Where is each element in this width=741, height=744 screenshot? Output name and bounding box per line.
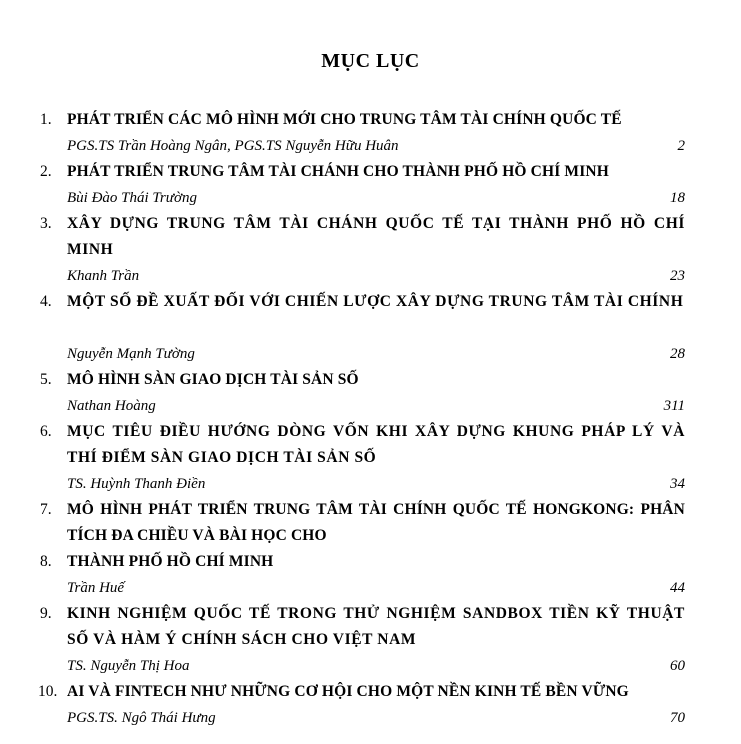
entry-title: MỤC TIÊU ĐIỀU HƯỚNG DÒNG VỐN KHI XÂY DỰNG KHUNG PHÁP LÝ VÀ THÍ ĐIỂM SÀN GIAO DỊCH TÀI SẢN SỐ bbox=[67, 423, 685, 466]
entry-meta bbox=[67, 653, 685, 679]
entry-meta bbox=[67, 575, 685, 601]
entry-author: Bùi Đào Thái Trường bbox=[67, 190, 197, 206]
entry-title: MÔ HÌNH SÀN GIAO DỊCH TÀI SẢN SỐ bbox=[67, 371, 359, 388]
entry-number: 10. bbox=[38, 683, 58, 700]
entry-title: MỘT SỐ ĐỀ XUẤT ĐỐI VỚI CHIẾN LƯỢC XÂY DỰNG TRUNG TÂM TÀI CHÍNH bbox=[67, 293, 684, 310]
entry-title: PHÁT TRIỂN CÁC MÔ HÌNH MỚI CHO TRUNG TÂM TÀI CHÍNH QUỐC TẾ bbox=[67, 111, 622, 128]
entry-meta bbox=[67, 341, 685, 367]
entry-page-number: 34 bbox=[670, 476, 685, 492]
entry-title: KINH NGHIỆM QUỐC TẾ TRONG THỬ NGHIỆM SANDBOX TIỀN KỸ THUẬT SỐ VÀ HÀM Ý CHÍNH SÁCH CHO VIỆT NAM bbox=[67, 605, 685, 648]
entry-meta bbox=[67, 393, 685, 419]
entry-page-number: 2 bbox=[677, 138, 685, 154]
entry-number: 9. bbox=[40, 605, 52, 622]
entry-author: PGS.TS Trần Hoàng Ngân, PGS.TS Nguyễn Hữu Huân bbox=[67, 138, 399, 154]
entry-title: AI VÀ FINTECH NHƯ NHỮNG CƠ HỘI CHO MỘT NỀN KINH TẾ BỀN VỮNG bbox=[67, 683, 629, 700]
entry-title: PHÁT TRIỂN TRUNG TÂM TÀI CHÁNH CHO THÀNH PHỐ HỒ CHÍ MINH bbox=[67, 163, 609, 180]
entry-meta bbox=[67, 705, 685, 731]
entry-page-number: 60 bbox=[670, 658, 685, 674]
page-title: MỤC LỤC bbox=[321, 50, 420, 72]
entry-number: 1. bbox=[40, 111, 52, 128]
entry-author: TS. Nguyễn Thị Hoa bbox=[67, 658, 190, 674]
entry-author: Nathan Hoàng bbox=[67, 398, 156, 414]
entry-author: PGS.TS. Ngô Thái Hưng bbox=[67, 710, 216, 726]
entry-meta bbox=[67, 133, 685, 159]
entry-page-number: 311 bbox=[663, 398, 685, 414]
entry-author: Khanh Trần bbox=[67, 268, 140, 284]
entry-number: 3. bbox=[40, 215, 52, 232]
entry-page-number: 23 bbox=[670, 268, 685, 284]
entry-author: Trần Huế bbox=[67, 580, 125, 596]
entry-number: 4. bbox=[40, 293, 52, 310]
entry-number: 6. bbox=[40, 423, 52, 440]
entry-number: 5. bbox=[40, 371, 52, 388]
entry-page-number: 44 bbox=[670, 580, 685, 596]
entry-title: XÂY DỰNG TRUNG TÂM TÀI CHÁNH QUỐC TẾ TẠI THÀNH PHỐ HỒ CHÍ MINH bbox=[67, 215, 685, 258]
entry-page-number: 18 bbox=[670, 190, 685, 206]
entry-author: Nguyễn Mạnh Tường bbox=[67, 346, 195, 362]
entry-meta bbox=[67, 263, 685, 289]
entry-meta bbox=[67, 185, 685, 211]
entry-number: 7. bbox=[40, 501, 52, 518]
entry-page-number: 28 bbox=[670, 346, 685, 362]
entry-number: 2. bbox=[40, 163, 52, 180]
entry-meta bbox=[67, 471, 685, 497]
entry-title: MÔ HÌNH PHÁT TRIỂN TRUNG TÂM TÀI CHÍNH QUỐC TẾ HONGKONG: PHÂN TÍCH ĐA CHIỀU VÀ BÀI HỌC CHO bbox=[67, 501, 685, 544]
entry-author: TS. Huỳnh Thanh Điền bbox=[67, 476, 206, 492]
entry-number: 8. bbox=[40, 553, 52, 570]
entry-page-number: 70 bbox=[670, 710, 685, 726]
entry-title: THÀNH PHỐ HỒ CHÍ MINH bbox=[67, 553, 274, 570]
